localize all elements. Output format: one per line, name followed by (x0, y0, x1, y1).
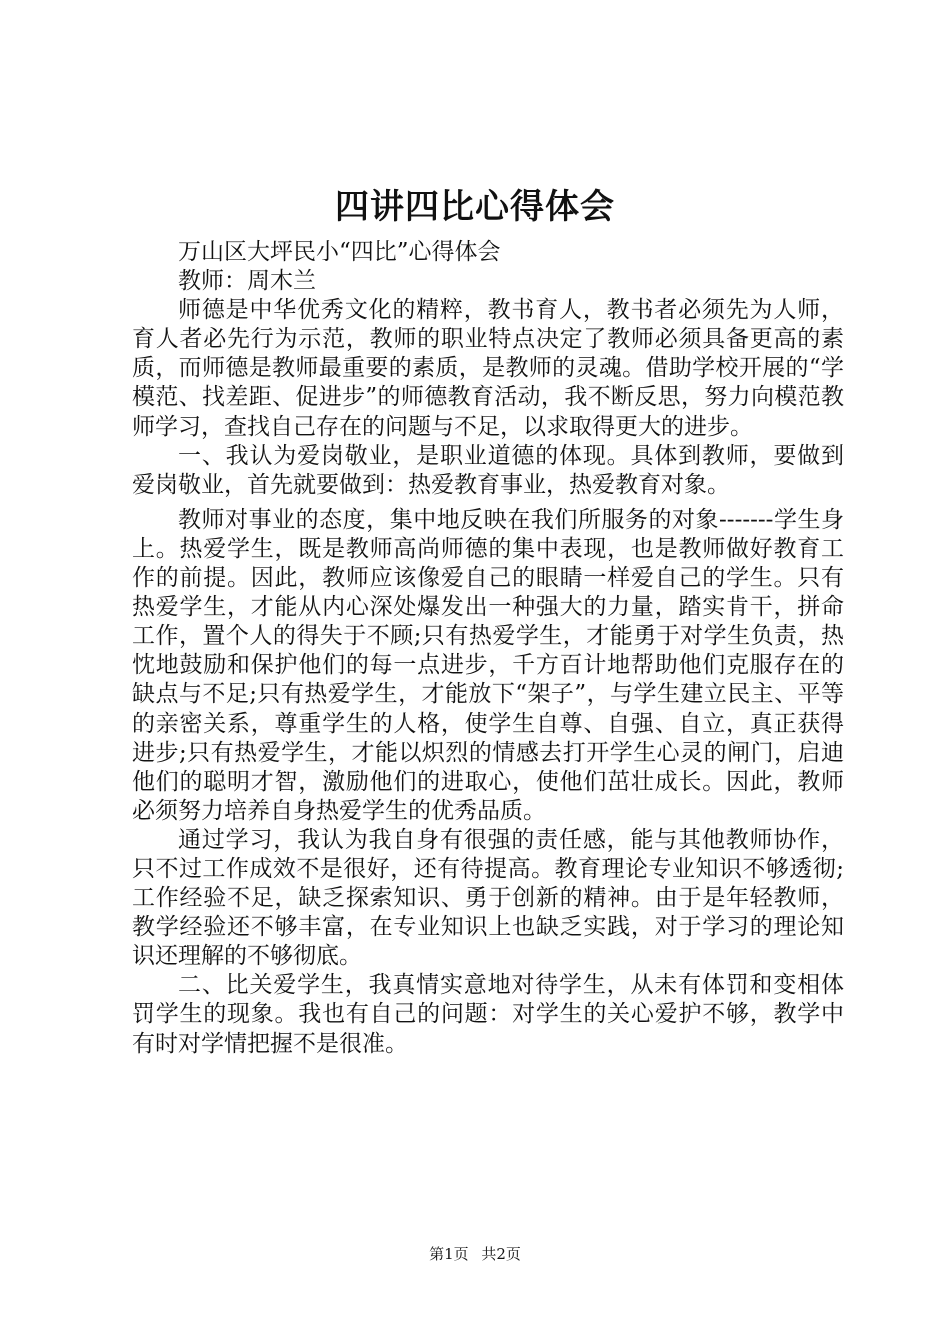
body-paragraph: 教师对事业的态度，集中地反映在我们所服务的对象-------学生身上。热爱学生，既是教师高尚师德的集中表现，也是教师做好教育工作的前提。因此，教师应该像爱自己的眼睛一样爱自己的学生。只有热爱学生，才能从内心深处爆发出一种强大的力量，踏实肯干，拼命工作，置个人的得失于不顾;只有热爱学生，才能勇于对学生负责，热忱地鼓励和保护他们的每一点进步，千方百计地帮助他们克服存在的缺点与不足;只有热爱学生，才能放下“架子”，与学生建立民主、平等的亲密关系，尊重学生的人格，使学生自尊、自强、自立，真正获得进步;只有热爱学生，才能以炽烈的情感去打开学生心灵的闸门，启迪他们的聪明才智，激励他们的进取心，使他们茁壮成长。因此，教师必须努力培养自身热爱学生的优秀品质。 (132, 506, 844, 824)
body-paragraph: 通过学习，我认为我自身有很强的责任感，能与其他教师协作，只不过工作成效不是很好，还有待提高。教育理论专业知识不够透彻;工作经验不足，缺乏探索知识、勇于创新的精神。由于是年轻教师，教学经验还不够丰富，在专业知识上也缺乏实践，对于学习的理论知识还理解的不够彻底。 (132, 826, 844, 970)
page-number: 第1页 (429, 1245, 469, 1263)
subtitle-paragraph: 万山区大坪民小“四比”心得体会 (178, 239, 501, 265)
body-paragraph: 师德是中华优秀文化的精粹，教书育人，教书者必须先为人师，育人者必先行为示范，教师的职业特点决定了教师必须具备更高的素质，而师德是教师最重要的素质，是教师的灵魂。借助学校开展的“学模范、找差距、促进步”的师德教育活动，我不断反思，努力向模范教师学习，查找自己存在的问题与不足，以求取得更大的进步。 (132, 297, 844, 440)
page-footer (0, 1244, 950, 1264)
document-body (132, 238, 844, 1059)
author-line: 教师：周木兰 (178, 268, 316, 295)
document-title: 四讲四比心得体会 (335, 187, 615, 227)
body-paragraph: 一、我认为爱岗敬业，是职业道德的体现。具体到教师，要做到爱岗敬业，首先就要做到：热爱教育事业，热爱教育对象。 (132, 442, 844, 498)
page-total: 共2页 (481, 1245, 521, 1263)
body-paragraph: 二、比关爱学生，我真情实意地对待学生，从未有体罚和变相体罚学生的现象。我也有自己的问题：对学生的关心爱护不够，教学中有时对学情把握不是很准。 (132, 972, 844, 1057)
